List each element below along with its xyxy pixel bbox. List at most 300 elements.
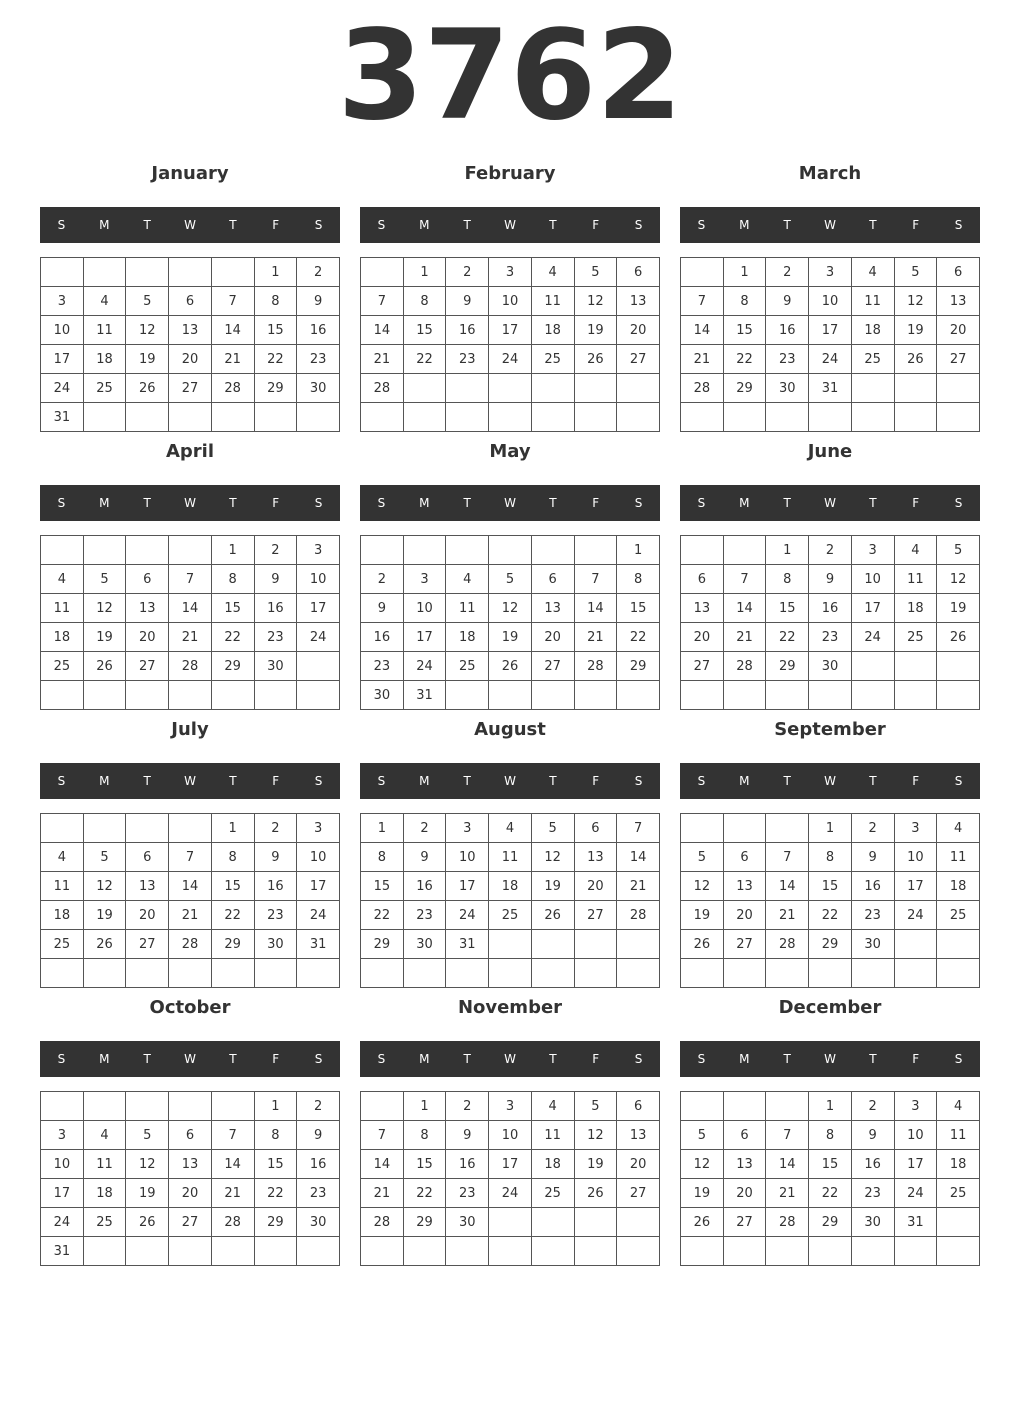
weekday-header [40,485,340,521]
day-cell: 23 [297,345,340,374]
day-cell: 22 [809,901,852,930]
day-cell: 23 [446,345,489,374]
week-row [681,930,980,959]
day-cell: 26 [574,345,617,374]
week-row [681,1179,980,1208]
day-cell [169,1092,212,1121]
day-cell: 8 [361,843,404,872]
day-cell: 9 [403,843,446,872]
day-cell [894,1237,937,1266]
day-cell [361,258,404,287]
day-cell [723,681,766,710]
day-cell: 15 [723,316,766,345]
weekday-label: T [463,218,471,232]
weekday-label: S [314,218,323,232]
day-cell: 14 [361,1150,404,1179]
day-cell: 19 [937,594,980,623]
day-cell [446,1237,489,1266]
day-cell [254,959,297,988]
week-row [361,1237,660,1266]
day-cell: 17 [41,1179,84,1208]
day-cell: 13 [617,1121,660,1150]
month-name: September [774,719,886,740]
week-row [681,1150,980,1179]
day-cell: 8 [766,565,809,594]
day-cell [254,681,297,710]
weekday-label: W [824,774,836,788]
weekday-label: F [272,218,280,232]
weekday-label: S [377,1052,386,1066]
day-cell [489,959,532,988]
day-cell: 27 [617,345,660,374]
day-cell: 31 [41,1237,84,1266]
week-row [41,843,340,872]
day-cell: 30 [446,1208,489,1237]
day-cell: 16 [809,594,852,623]
day-cell: 23 [403,901,446,930]
day-cell: 24 [297,623,340,652]
weekday-label: S [697,496,706,510]
month-name: December [778,997,882,1018]
day-cell: 21 [723,623,766,652]
day-cell: 6 [126,565,169,594]
day-cell: 29 [211,930,254,959]
day-cell: 16 [446,1150,489,1179]
day-cell: 22 [254,1179,297,1208]
day-cell: 2 [254,814,297,843]
day-cell: 13 [169,1150,212,1179]
weekday-label: T [783,774,791,788]
weekday-label: S [377,218,386,232]
day-cell: 4 [531,258,574,287]
day-cell: 14 [361,316,404,345]
day-cell: 28 [169,930,212,959]
day-cell: 9 [254,565,297,594]
day-cell: 11 [531,287,574,316]
day-cell: 18 [41,623,84,652]
day-cell: 9 [297,287,340,316]
day-cell: 21 [211,1179,254,1208]
day-cell: 13 [126,872,169,901]
day-cell: 12 [126,316,169,345]
day-cell [297,1237,340,1266]
day-cell: 1 [211,536,254,565]
day-cell: 29 [617,652,660,681]
day-cell: 20 [169,345,212,374]
day-cell: 29 [809,1208,852,1237]
day-cell: 4 [531,1092,574,1121]
weekday-label: W [184,496,196,510]
day-cell: 19 [83,901,126,930]
day-cell: 11 [41,872,84,901]
day-cell: 13 [723,1150,766,1179]
day-cell: 14 [766,872,809,901]
weekday-label: T [143,218,151,232]
weekday-label: F [912,774,920,788]
day-cell: 28 [617,901,660,930]
week-row [361,901,660,930]
day-cell: 5 [574,258,617,287]
day-cell: 18 [894,594,937,623]
day-cell [446,959,489,988]
day-cell: 3 [41,287,84,316]
day-cell: 25 [894,623,937,652]
weekday-label: W [824,1052,836,1066]
day-cell: 29 [809,930,852,959]
month-name: July [171,719,209,740]
weekday-label: W [184,1052,196,1066]
day-cell [681,1237,724,1266]
weekday-label: M [419,218,430,232]
day-cell: 24 [41,1208,84,1237]
day-cell [809,403,852,432]
day-cell: 10 [809,287,852,316]
day-cell: 4 [83,1121,126,1150]
day-cell [83,1237,126,1266]
week-row [41,258,340,287]
week-row [681,565,980,594]
day-cell: 3 [894,814,937,843]
day-cell: 6 [169,1121,212,1150]
days-table [680,535,980,710]
day-cell: 31 [446,930,489,959]
day-cell: 25 [83,1208,126,1237]
day-cell: 8 [403,287,446,316]
day-cell [574,959,617,988]
day-cell: 29 [723,374,766,403]
weekday-label: T [549,218,557,232]
day-cell: 1 [809,1092,852,1121]
day-cell: 19 [489,623,532,652]
day-cell [297,681,340,710]
day-cell: 23 [297,1179,340,1208]
day-cell [766,1092,809,1121]
day-cell: 10 [403,594,446,623]
day-cell: 14 [574,594,617,623]
days-table [360,257,660,432]
days-table [40,813,340,988]
week-row [41,901,340,930]
day-cell: 16 [361,623,404,652]
day-cell [169,403,212,432]
day-cell: 11 [489,843,532,872]
day-cell: 19 [126,345,169,374]
weekday-header [360,485,660,521]
weekday-label: S [634,218,643,232]
weekday-label: T [143,774,151,788]
day-cell: 14 [617,843,660,872]
day-cell: 6 [531,565,574,594]
week-row [681,594,980,623]
day-cell [297,403,340,432]
month-name: April [165,441,215,462]
day-cell: 4 [851,258,894,287]
weekday-label: W [824,496,836,510]
week-row [681,1092,980,1121]
day-cell: 22 [361,901,404,930]
day-cell: 28 [361,374,404,403]
day-cell [211,403,254,432]
day-cell: 24 [809,345,852,374]
week-row [41,536,340,565]
day-cell: 20 [126,901,169,930]
day-cell: 21 [766,1179,809,1208]
day-cell: 1 [361,814,404,843]
day-cell [126,1237,169,1266]
day-cell: 17 [403,623,446,652]
day-cell [83,403,126,432]
day-cell: 5 [894,258,937,287]
day-cell [574,1208,617,1237]
day-cell: 18 [937,872,980,901]
week-row [681,258,980,287]
day-cell [126,681,169,710]
days-table [360,535,660,710]
day-cell [531,403,574,432]
day-cell: 17 [297,594,340,623]
day-cell: 5 [489,565,532,594]
day-cell [766,814,809,843]
day-cell: 11 [851,287,894,316]
days-table [40,1091,340,1266]
day-cell: 24 [403,652,446,681]
day-cell: 18 [41,901,84,930]
week-row [361,1092,660,1121]
day-cell: 3 [489,258,532,287]
day-cell: 26 [83,652,126,681]
weekday-label: T [549,1052,557,1066]
week-row [41,565,340,594]
day-cell: 25 [41,930,84,959]
day-cell: 28 [211,1208,254,1237]
day-cell [894,959,937,988]
day-cell: 22 [211,623,254,652]
day-cell: 10 [894,843,937,872]
weekday-label: S [57,1052,66,1066]
day-cell [169,959,212,988]
day-cell [617,1208,660,1237]
day-cell: 18 [83,345,126,374]
day-cell: 17 [446,872,489,901]
day-cell [723,1092,766,1121]
week-row [41,623,340,652]
day-cell [681,681,724,710]
week-row [681,872,980,901]
day-cell [169,536,212,565]
day-cell [41,959,84,988]
day-cell [126,959,169,988]
week-row [41,814,340,843]
day-cell: 17 [894,1150,937,1179]
day-cell: 24 [489,345,532,374]
day-cell: 10 [489,287,532,316]
weekday-label: M [739,496,750,510]
week-row [41,681,340,710]
day-cell: 22 [723,345,766,374]
weekday-label: T [143,496,151,510]
day-cell: 11 [937,1121,980,1150]
day-cell: 15 [403,1150,446,1179]
day-cell [361,1237,404,1266]
day-cell: 15 [211,594,254,623]
day-cell [169,681,212,710]
weekday-label: W [504,774,516,788]
month-name: August [474,719,546,740]
day-cell: 18 [531,1150,574,1179]
weekday-header [680,207,980,243]
day-cell: 4 [83,287,126,316]
day-cell: 14 [169,872,212,901]
day-cell [83,1092,126,1121]
day-cell: 30 [403,930,446,959]
weekday-header [680,485,980,521]
day-cell: 26 [83,930,126,959]
day-cell: 2 [809,536,852,565]
day-cell [41,681,84,710]
day-cell [83,536,126,565]
day-cell: 10 [851,565,894,594]
week-row [41,1237,340,1266]
day-cell: 30 [361,681,404,710]
day-cell: 9 [297,1121,340,1150]
weekday-label: T [549,774,557,788]
day-cell [766,1237,809,1266]
day-cell: 24 [489,1179,532,1208]
day-cell [937,959,980,988]
day-cell: 29 [403,1208,446,1237]
day-cell: 3 [41,1121,84,1150]
day-cell [681,814,724,843]
day-cell [894,681,937,710]
day-cell: 20 [681,623,724,652]
day-cell: 23 [446,1179,489,1208]
day-cell: 4 [489,814,532,843]
day-cell [489,536,532,565]
day-cell: 14 [681,316,724,345]
day-cell [851,959,894,988]
day-cell: 8 [403,1121,446,1150]
day-cell: 20 [723,901,766,930]
day-cell [681,536,724,565]
month-name: November [457,997,563,1018]
day-cell: 9 [361,594,404,623]
weekday-label: F [272,1052,280,1066]
day-cell: 25 [531,1179,574,1208]
day-cell: 26 [574,1179,617,1208]
day-cell [681,1092,724,1121]
day-cell [766,681,809,710]
day-cell [83,959,126,988]
day-cell: 9 [446,287,489,316]
weekday-label: F [592,496,600,510]
day-cell: 18 [446,623,489,652]
day-cell: 18 [489,872,532,901]
weekday-label: T [549,496,557,510]
week-row [41,1179,340,1208]
day-cell: 2 [851,814,894,843]
weekday-label: S [697,218,706,232]
day-cell: 22 [766,623,809,652]
day-cell: 17 [489,316,532,345]
day-cell: 7 [361,287,404,316]
day-cell: 13 [723,872,766,901]
day-cell: 15 [617,594,660,623]
day-cell [937,374,980,403]
day-cell: 15 [766,594,809,623]
week-row [361,345,660,374]
weekday-label: T [463,774,471,788]
day-cell: 24 [41,374,84,403]
day-cell: 8 [211,565,254,594]
day-cell [41,536,84,565]
day-cell [574,681,617,710]
day-cell: 27 [126,930,169,959]
day-cell: 2 [851,1092,894,1121]
day-cell: 15 [211,872,254,901]
week-row [361,1150,660,1179]
day-cell: 8 [809,843,852,872]
day-cell: 4 [446,565,489,594]
day-cell: 29 [361,930,404,959]
weekday-label: S [377,496,386,510]
week-row [361,1179,660,1208]
day-cell: 3 [894,1092,937,1121]
weekday-label: S [954,1052,963,1066]
day-cell: 10 [41,1150,84,1179]
day-cell [531,681,574,710]
day-cell: 26 [489,652,532,681]
day-cell: 11 [446,594,489,623]
day-cell [83,681,126,710]
day-cell: 14 [211,1150,254,1179]
day-cell: 12 [574,1121,617,1150]
day-cell [489,403,532,432]
day-cell [126,536,169,565]
day-cell: 27 [531,652,574,681]
day-cell: 20 [531,623,574,652]
day-cell: 27 [681,652,724,681]
day-cell [809,959,852,988]
week-row [361,814,660,843]
day-cell [851,652,894,681]
day-cell [851,681,894,710]
day-cell: 15 [254,1150,297,1179]
weekday-label: T [869,774,877,788]
day-cell: 14 [766,1150,809,1179]
day-cell: 7 [574,565,617,594]
day-cell: 16 [766,316,809,345]
week-row [681,623,980,652]
weekday-header [680,1041,980,1077]
day-cell: 13 [169,316,212,345]
day-cell: 29 [211,652,254,681]
month-name: March [798,163,862,184]
days-table [40,257,340,432]
day-cell: 12 [937,565,980,594]
day-cell: 3 [297,536,340,565]
weekday-label: T [229,774,237,788]
weekday-label: F [912,496,920,510]
day-cell: 12 [83,872,126,901]
day-cell: 2 [297,258,340,287]
day-cell: 16 [297,316,340,345]
day-cell [126,403,169,432]
day-cell: 1 [403,258,446,287]
day-cell: 28 [169,652,212,681]
week-row [41,930,340,959]
day-cell: 25 [851,345,894,374]
day-cell: 23 [361,652,404,681]
